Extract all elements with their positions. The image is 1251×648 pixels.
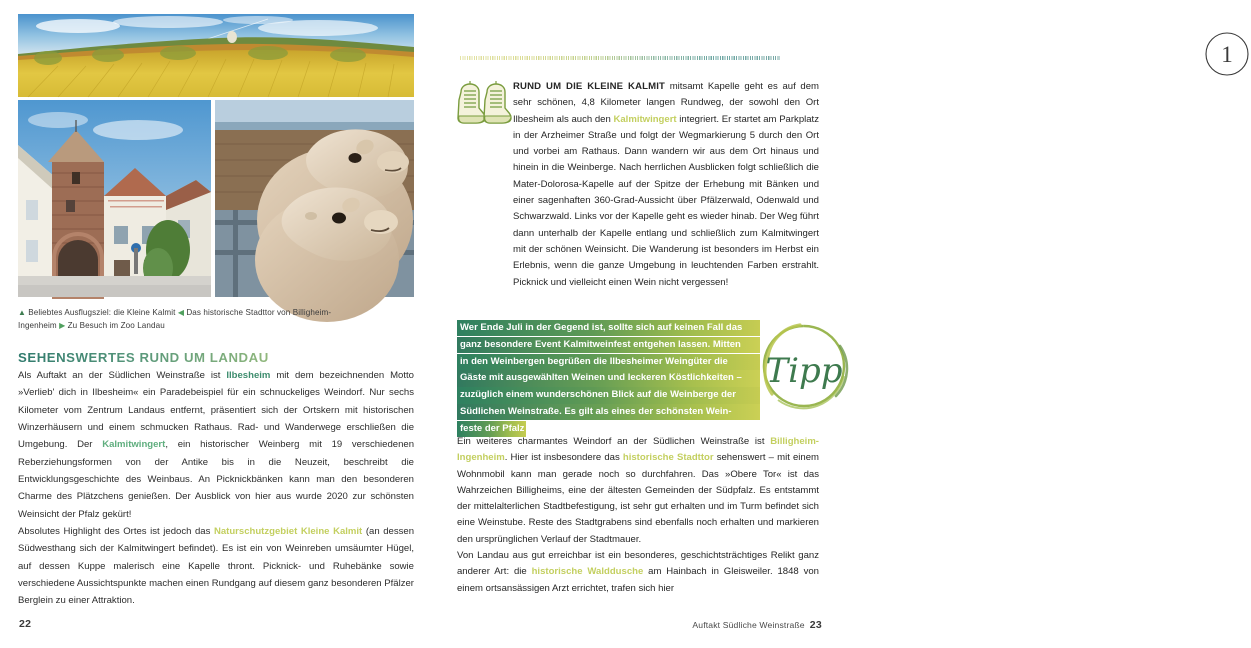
p4-text-1: Von Landau aus gut erreichbar ist ein besonderes, geschichtsträchtiges Relikt ganz anderer Art: die <box>457 550 819 578</box>
page-number-left: 22 <box>19 618 32 630</box>
p3-text-1: Ein weiteres charmantes Weindorf an der Südlichen Weinstraße ist <box>457 436 771 447</box>
right-page <box>424 0 1233 648</box>
tour-description <box>513 79 819 291</box>
caption-part-1: Beliebtes Ausflugsziel: die Kleine Kalmit <box>28 308 176 317</box>
link-kalmitwingert[interactable]: Kalmitwingert <box>102 439 166 451</box>
page-number-right: 23 <box>809 619 822 631</box>
tip-line: Gäste mit ausgewählten Weinen und leckeren Köstlichkeiten – <box>457 370 760 386</box>
tour-number-badge <box>1203 30 1251 78</box>
tour-lead-in: RUND UM DIE KLEINE KALMIT <box>513 81 665 92</box>
p1-text-2: mit dem bezeichnenden Motto »Verlieb' dich in Ilbesheim« ein Paradebeispiel für ein schnuckeliges Weindorf. Nur sechs Kilometer vom Zentrum Landaus entfernt, präsentiert sich der Ortskern mit historischen Winzerhäusern und einem schmucken Rathaus. Rad- und Wanderwege erschließen die Umgebung. Der <box>18 370 414 451</box>
tip-line: Wer Ende Juli in der Gegend ist, sollte sich auf keinen Fall das <box>457 320 760 336</box>
photo-camels <box>215 100 414 297</box>
tip-line: feste der Pfalz <box>457 421 526 437</box>
section-heading: SEHENSWERTES RUND UM LANDAU <box>18 350 414 365</box>
p2-text-2: (an dessen Südwesthang sich der Kalmitwingert befindet). Es ist ein von Weinreben umsäumter Hügel, auf dessen Kuppe malerisch eine Kapelle thront. Picknick- und Ruhebänke sowie verschiedene Aussichtspunkte machen einen Rundgang auf diesem ganz besonderen Pfälzer Berglein zu einer Attraktion. <box>18 526 414 607</box>
photo-town-gate <box>18 100 211 297</box>
caption-part-3: Zu Besuch im Zoo Landau <box>67 321 165 331</box>
tip-line: zuzüglich einem wunderschönen Blick auf die Weinberge der <box>457 387 760 403</box>
caption-marker-right-icon: ▶ <box>59 321 66 331</box>
paragraph-kleine-kalmit <box>18 523 414 610</box>
caption-marker-up-icon: ▲ <box>18 308 26 317</box>
paragraph-walddusche <box>457 548 819 597</box>
decorative-dotted-rule <box>460 56 780 60</box>
running-head: Auftakt Südliche Weinstraße <box>692 620 805 630</box>
right-column-body-lower <box>457 434 819 597</box>
tip-badge <box>752 316 856 420</box>
p2-text-1: Absolutes Highlight des Ortes ist jedoch das <box>18 526 214 538</box>
svg-text:1: 1 <box>1221 42 1233 67</box>
paragraph-ilbesheim <box>18 367 414 523</box>
photo-vineyard-panorama <box>18 14 414 97</box>
link-billigheim-ingenheim[interactable]: Billigheim-Ingenheim <box>457 436 819 464</box>
photo-caption <box>18 306 368 333</box>
p3-text-2: . Hier ist insbesondere das <box>504 452 623 464</box>
left-column-body <box>18 367 414 610</box>
svg-text:Tipp: Tipp <box>765 351 843 391</box>
p1-text-3: , ein historischer Weinberg mit 19 verschiedenen Reberziehungsformen von der Antike bis in die Neuzeit, beschreibt die Entwicklungsgeschichte des Weinbaus. An Picknickbänken kann man den besonderen Charme des Plätzchens genießen. Der Ausblick von hier aus wurde 2020 zur schönsten Weinsicht der Pfalz gekürt! <box>18 439 415 520</box>
link-naturschutzgebiet-kleine-kalmit[interactable]: Naturschutzgebiet Kleine Kalmit <box>213 526 363 538</box>
link-ilbesheim[interactable]: Ilbesheim <box>226 370 271 381</box>
tip-text <box>457 320 760 437</box>
p3-text-3: sehenswert – mit einem Wohnmobil kann man gerade noch so durchfahren. Das »Obere Tor« ist das Wahrzeichen Billigheims, eine der ältesten Gemeinden der Südpfalz. Es entstammt der mittelalterlichen Stadtbefestigung, ist sehr gut erhalten und im Turm befindet sich eine Weinstube. Reste des Stadtgrabens sind ebenfalls noch erhalten und markieren den ursprünglichen Verlauf der Stadtmauer. <box>457 452 819 545</box>
p1-text-1: Als Auftakt an der Südlichen Weinstraße ist <box>18 370 227 381</box>
link-kalmitwingert-tour[interactable]: Kalmitwingert <box>613 113 677 125</box>
tip-line: in den Weinbergen begrüßen die Ilbesheimer Weingüter die <box>457 354 760 370</box>
link-historische-walddusche[interactable]: historische Walddusche <box>531 566 644 578</box>
tour-text-1: mitsamt Kapelle geht es auf dem sehr schönen, 4,8 Kilometer langen Rundweg, der sowohl den Ort Ilbesheim als auch den <box>513 81 819 125</box>
hiking-shoes-icon <box>456 78 512 130</box>
link-historisches-stadttor[interactable]: historische Stadttor <box>622 452 714 464</box>
tip-line: ganz besondere Event Kalmitweinfest entgehen lassen. Mitten <box>457 337 760 353</box>
p4-text-2: am Hainbach in Gleisweiler. 1848 von einem ortsansässigen Arzt errichtet, trafen sich hier <box>457 566 819 594</box>
caption-part-2: Das historische Stadttor von Billigheim-Ingenheim <box>18 308 332 331</box>
caption-marker-left-icon: ◀ <box>177 308 184 317</box>
tour-text-2: integriert. Er startet am Parkplatz in der Arzheimer Straße und folgt der Wegmarkierung 5 durch den Ort und vorbei am Rathaus. Dann wandern wir aus dem Ort hinaus und hinein in die Weinberge. Nach herrlichen Ausblicken folgt schließlich die Mater-Dolorosa-Kapelle auf der Spitze der Erhebung mit Bänken und einer sagenhaften 360-Grad-Aussicht über Pfälzerwald, Odenwald und Schwarzwald. Links vor der Kapelle geht es wieder hinab. Der Weg führt dann unterhalb der Kapelle entlang und schließlich zum Kalmitwingert mit der schönen Weinsicht. Die Wanderung ist besonders im Herbst ein Erlebnis, wenn die ganze Umgebung in leuchtenden Farben erstrahlt. Picknick und vielleicht einen Wein nicht vergessen! <box>513 113 820 288</box>
tip-line: Südlichen Weinstraße. Es gilt als eines der schönsten Wein- <box>457 404 760 420</box>
paragraph-tour <box>513 79 819 291</box>
paragraph-billigheim <box>457 434 819 548</box>
left-page <box>0 0 424 648</box>
tip-block <box>457 320 843 434</box>
page-footer-right <box>692 619 822 631</box>
